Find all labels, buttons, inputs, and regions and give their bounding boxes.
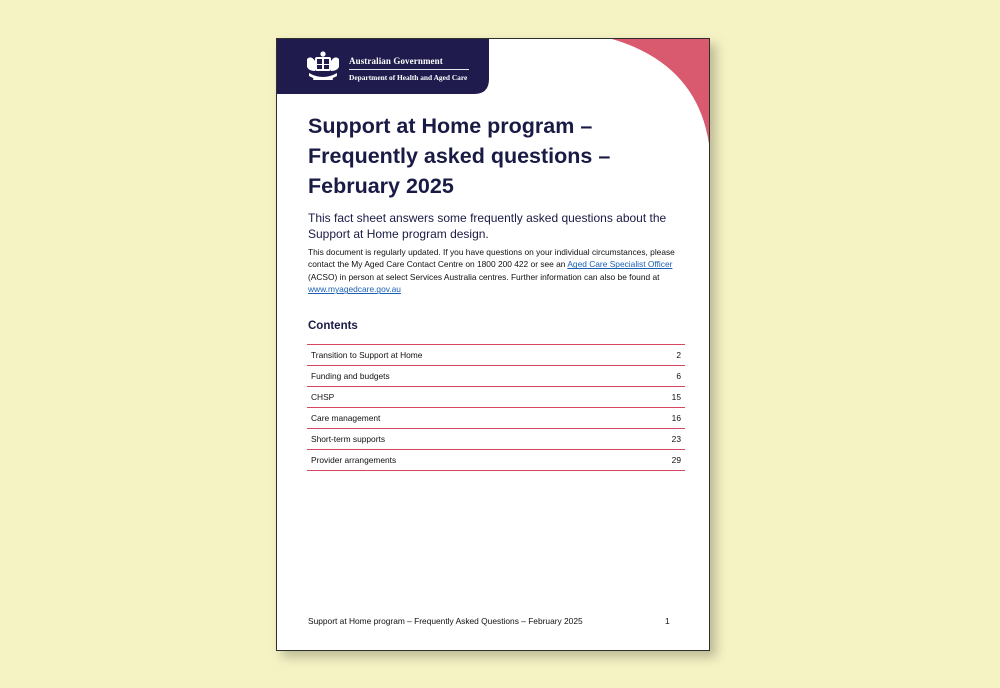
toc-entry[interactable] [307,408,685,429]
government-branding [349,56,469,82]
intro-text: (ACSO) in person at select Services Australia centres. Further information can also be found at [308,271,660,282]
toc-label: Short-term supports [311,434,386,444]
contents-heading: Contents [308,320,358,332]
title-line: February 2025 [308,174,454,198]
table-of-contents [307,344,685,471]
toc-page: 29 [671,455,681,465]
document-page [276,38,710,651]
coat-of-arms-icon [303,49,343,88]
intro-paragraph [308,246,683,296]
title-line: Frequently asked questions – [308,144,611,168]
toc-page: 15 [671,392,681,402]
department-name: Department of Health and Aged Care [349,73,468,82]
document-title [308,111,638,201]
myagedcare-link[interactable]: www.myagedcare.gov.au [308,284,401,295]
lead-paragraph: This fact sheet answers some frequently asked questions about the Support at Home program design. [308,211,667,241]
toc-page: 2 [676,350,681,360]
acso-link[interactable]: Aged Care Specialist Officer [567,259,673,270]
government-name: Australian Government [349,56,443,66]
toc-entry[interactable] [307,450,685,471]
toc-entry[interactable] [307,345,685,366]
toc-label: Care management [311,413,381,423]
toc-entry[interactable] [307,366,685,387]
page-footer: Support at Home program – Frequently Asked Questions – February 2025 [308,616,583,626]
title-line: Support at Home program – [308,114,593,138]
toc-label: Funding and budgets [311,371,390,381]
toc-entry[interactable] [307,429,685,450]
toc-page: 16 [671,413,681,423]
toc-entry[interactable] [307,387,685,408]
toc-label: Provider arrangements [311,455,397,465]
toc-label: CHSP [311,392,335,402]
page-number: 1 [665,616,670,626]
toc-page: 6 [676,371,681,381]
toc-label: Transition to Support at Home [311,350,423,360]
toc-page: 23 [671,434,681,444]
branding-divider [349,69,469,70]
intro-text: This document is regularly updated. If you have questions on your individual circumstances, please contact the My Aged Care Contact Centre on 1800 200 422 or see an [308,247,675,270]
